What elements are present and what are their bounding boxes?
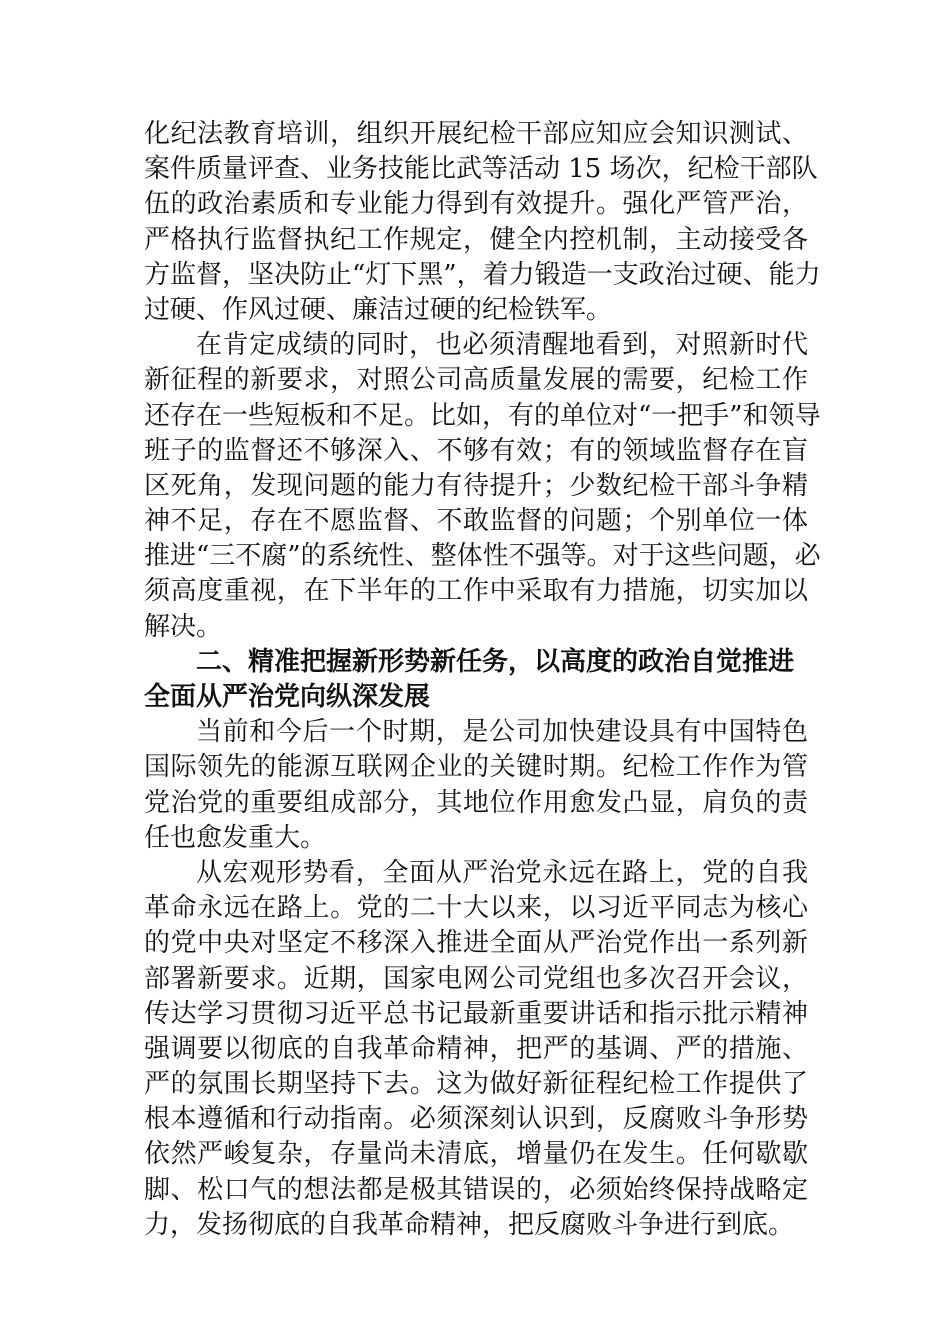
text-line: 根本遵循和行动指南。必须深刻认识到，反腐败斗争形势 xyxy=(144,1104,808,1135)
text-line: 革命永远在路上。党的二十大以来，以习近平同志为核心 xyxy=(144,893,808,924)
text-line: 当前和今后一个时期，是公司加快建设具有中国特色 xyxy=(196,717,808,748)
text-line: 推进“三不腐”的系统性、整体性不强等。对于这些问题，必 xyxy=(144,541,821,572)
text-line: 方监督，坚决防止“灯下黑”，着力锻造一支政治过硬、能力 xyxy=(144,259,821,290)
text-line: 案件质量评查、业务技能比武等活动 15 场次，纪检干部队 xyxy=(144,154,818,185)
paragraph-training xyxy=(144,117,821,328)
paragraph-key-period xyxy=(144,715,808,856)
text-line: 神不足，存在不愿监督、不敢监督的问题；个别单位一体 xyxy=(144,506,808,537)
heading-line: 全面从严治党向纵深发展 xyxy=(144,682,431,712)
text-line: 须高度重视，在下半年的工作中采取有力措施，切实加以 xyxy=(144,576,808,607)
text-line: 从宏观形势看，全面从严治党永远在路上，党的自我 xyxy=(196,857,808,888)
text-line: 化纪法教育培训，组织开展纪检干部应知应会知识测试、 xyxy=(144,119,808,149)
text-line: 任也愈发重大。 xyxy=(144,822,327,853)
text-line: 传达学习贯彻习近平总书记最新重要讲话和指示批示精神 xyxy=(144,998,808,1029)
text-line: 伍的政治素质和专业能力得到有效提升。强化严管严治， xyxy=(144,189,808,220)
text-line: 严格执行监督执纪工作规定，健全内控机制，主动接受各 xyxy=(144,224,808,255)
text-line: 还存在一些短板和不足。比如，有的单位对“一把手”和领导 xyxy=(144,400,821,431)
section-heading xyxy=(144,645,808,715)
document-body xyxy=(144,117,821,1243)
text-line: 脚、松口气的想法都是极其错误的，必须始终保持战略定 xyxy=(144,1174,808,1205)
text-line: 部署新要求。近期，国家电网公司党组也多次召开会议， xyxy=(144,963,808,994)
paragraph-shortcomings xyxy=(144,328,821,645)
text-line: 的党中央对坚定不移深入推进全面从严治党作出一系列新 xyxy=(144,928,808,959)
text-line: 在肯定成绩的同时，也必须清醒地看到，对照新时代 xyxy=(196,330,808,361)
text-line: 新征程的新要求，对照公司高质量发展的需要，纪检工作 xyxy=(144,365,808,396)
text-line: 班子的监督还不够深入、不够有效；有的领域监督存在盲 xyxy=(144,435,808,466)
heading-line: 二、精准把握新形势新任务，以高度的政治自觉推进 xyxy=(196,646,795,677)
text-line: 国际领先的能源互联网企业的关键时期。纪检工作作为管 xyxy=(144,752,808,783)
text-line: 强调要以彻底的自我革命精神，把严的基调、严的措施、 xyxy=(144,1033,808,1064)
paragraph-macro-situation xyxy=(144,856,808,1243)
text-line: 区死角，发现问题的能力有待提升；少数纪检干部斗争精 xyxy=(144,470,808,501)
text-line: 过硬、作风过硬、廉洁过硬的纪检铁军。 xyxy=(144,294,613,325)
text-line: 党治党的重要组成部分，其地位作用愈发凸显，肩负的责 xyxy=(144,787,808,818)
text-line: 严的氛围长期坚持下去。这为做好新征程纪检工作提供了 xyxy=(144,1069,808,1100)
text-line: 力，发扬彻底的自我革命精神，把反腐败斗争进行到底。 xyxy=(144,1209,795,1240)
text-line: 解决。 xyxy=(144,611,223,642)
text-line: 依然严峻复杂，存量尚未清底，增量仍在发生。任何歇歇 xyxy=(144,1139,808,1170)
